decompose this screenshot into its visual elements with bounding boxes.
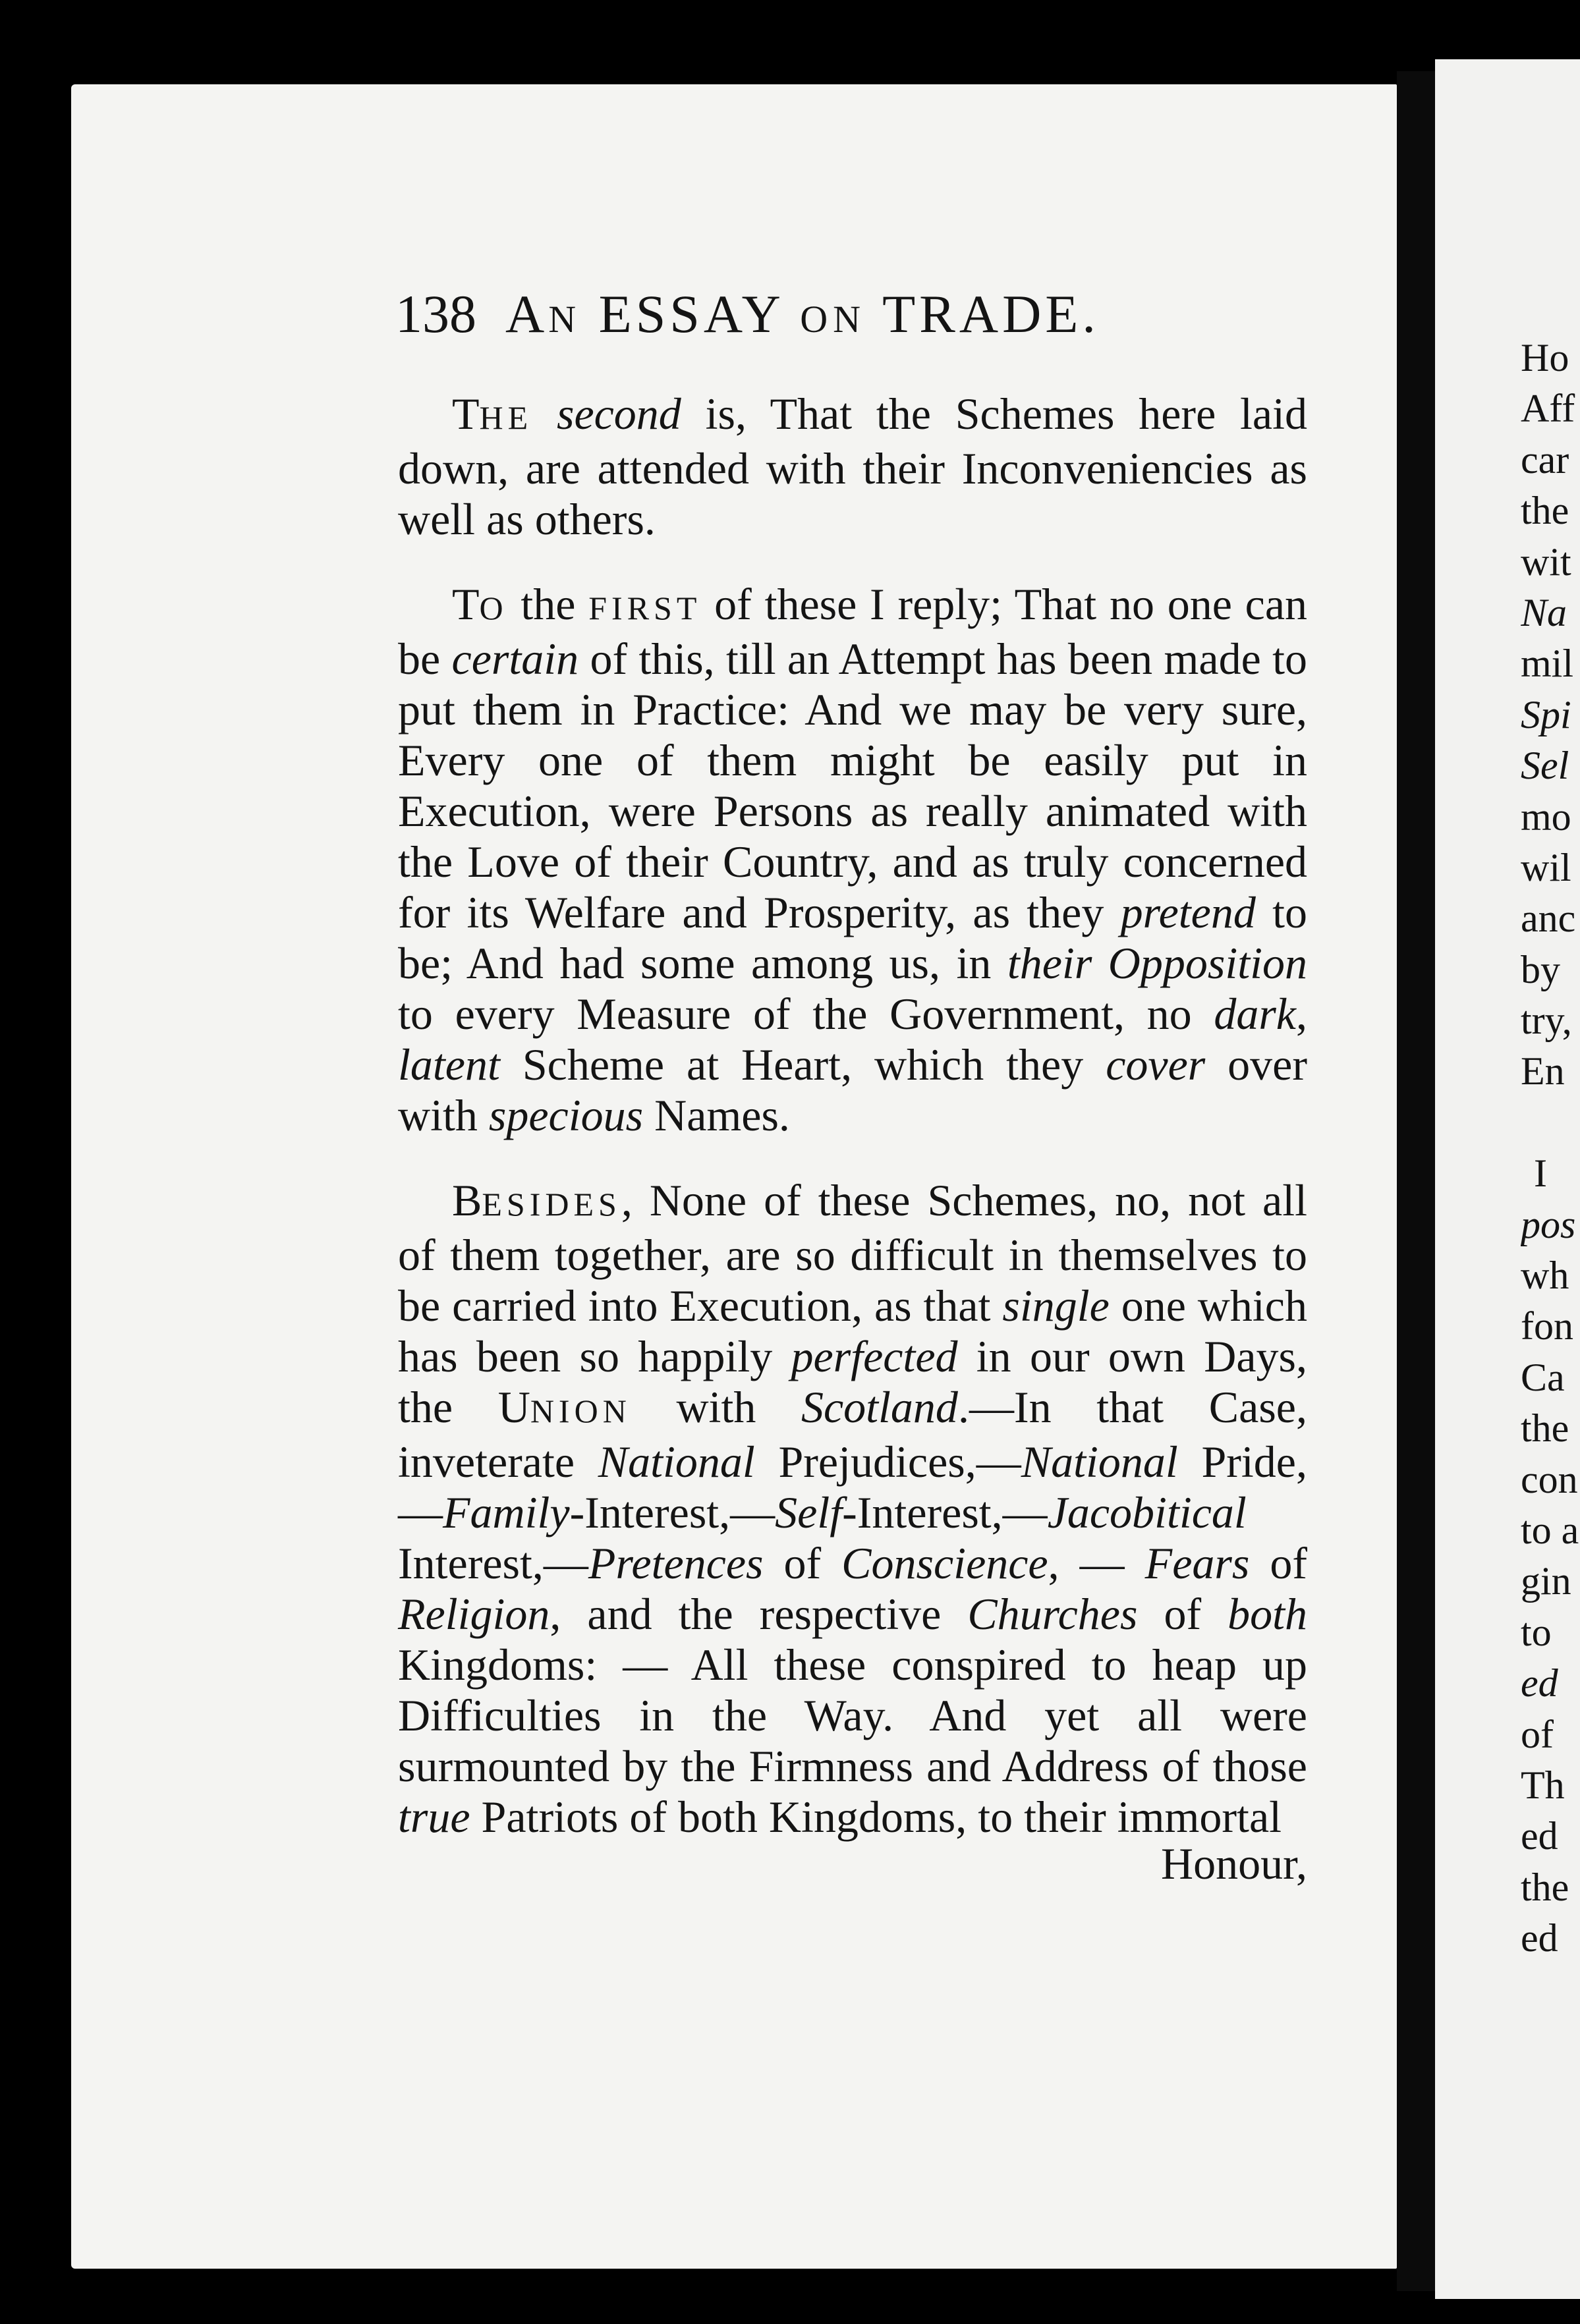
facing-line: the (1521, 1865, 1569, 1909)
title-a-smallcaps: N (548, 298, 582, 341)
italic-word: Family (443, 1487, 570, 1537)
lead-smallcaps: HE (479, 399, 533, 436)
facing-line: car (1521, 437, 1569, 482)
text-run: Patriots of both Kingdoms, to their immortal (470, 1792, 1282, 1842)
paragraph-gap (1521, 1097, 1580, 1148)
facing-line: by (1521, 947, 1560, 991)
facing-line: wil (1521, 845, 1571, 889)
facing-line: I (1534, 1151, 1547, 1196)
text-run: to be; And had some among us, in (398, 887, 1307, 988)
facing-line: ed (1521, 1814, 1558, 1858)
facing-line: anc (1521, 897, 1576, 941)
paragraph-text: is, That the Schemes here laid down, are attended with their Inconveniencies as well as others. (398, 389, 1307, 544)
union-smallcaps: NION (530, 1393, 631, 1429)
smallcaps-word: FIRST (588, 590, 702, 626)
page-body (398, 389, 1307, 1889)
facing-line: the (1521, 1406, 1569, 1451)
lead-smallcaps: ESIDES (482, 1186, 621, 1223)
text-run: .—In that Case, inveterate (398, 1382, 1307, 1487)
italic-word: Fears (1144, 1538, 1250, 1588)
text-run: , and the respective (550, 1589, 968, 1639)
paragraph-1 (398, 389, 1307, 545)
facing-line: Na (1521, 590, 1567, 634)
facing-line: wit (1521, 540, 1571, 584)
facing-line: fon (1521, 1304, 1573, 1348)
facing-line: Ho (1521, 336, 1569, 379)
running-header (395, 283, 1166, 345)
facing-line: to a (1521, 1508, 1579, 1552)
text-run: Interest,— (398, 1538, 588, 1588)
italic-word: dark (1214, 989, 1296, 1039)
facing-line: Th (1521, 1763, 1565, 1807)
union-initial: U (497, 1382, 530, 1432)
lead-letter: B (452, 1175, 482, 1225)
text-run: of (1137, 1589, 1228, 1639)
italic-word: certain (451, 634, 579, 684)
italic-word: National (598, 1437, 755, 1487)
facing-line: Sel (1521, 744, 1569, 788)
text-run: with (631, 1382, 801, 1432)
italic-word: latent (398, 1039, 500, 1090)
facing-line: Ca (1521, 1355, 1565, 1399)
italic-word: true (398, 1792, 470, 1842)
italic-word: single (1002, 1281, 1110, 1331)
text-run: of (763, 1538, 842, 1588)
text-run: , None of these Schemes, no, not all of them together, are so difficult in themselves to be carried into Execution, as that (398, 1175, 1307, 1331)
facing-line: gin (1521, 1559, 1571, 1603)
text-run: of these I reply; That no one can be (398, 579, 1308, 684)
italic-word: both (1227, 1589, 1307, 1639)
facing-line: En (1521, 1049, 1565, 1093)
italic-word: perfected (791, 1331, 958, 1381)
facing-line: Spi (1521, 692, 1571, 736)
title-trade: TRADE. (882, 284, 1100, 344)
italic-word: second (556, 389, 681, 439)
facing-line: pos (1521, 1202, 1576, 1246)
text-run: , (1296, 989, 1307, 1039)
text-run: to every Measure of the Government, no (398, 989, 1214, 1039)
facing-line: mo (1521, 794, 1571, 839)
italic-word: Churches (967, 1589, 1138, 1639)
page-number: 138 (395, 284, 476, 344)
lead-letter: T (452, 579, 480, 629)
italic-word: Self (775, 1487, 843, 1537)
paragraph-3 (398, 1175, 1307, 1842)
text-run: Scheme at Heart, which they (499, 1039, 1106, 1090)
lead-smallcaps: O (479, 590, 508, 626)
facing-line: ed (1521, 1916, 1558, 1960)
text-run: in our own Days, the (398, 1331, 1307, 1432)
text-run: of this, till an Attempt has been made to put them in Practice: And we may be very sure, Every one of them might be easily put in Execution, were Persons as really animated with the Love of their Country, and as truly concerned for its Welfare and Prosperity, as they (398, 634, 1307, 937)
facing-line: try, (1521, 999, 1572, 1043)
italic-word: National (1021, 1437, 1178, 1487)
facing-line: Aff (1521, 387, 1575, 431)
text-run: Names. (643, 1090, 790, 1140)
facing-line: wh (1521, 1254, 1569, 1298)
facing-line: to (1521, 1610, 1552, 1654)
text-run: the (507, 579, 589, 629)
facing-line: mil (1521, 642, 1574, 686)
title-a: A (505, 284, 549, 344)
text-run: Pride,— (398, 1437, 1307, 1537)
facing-line: of (1521, 1712, 1554, 1756)
italic-word: Religion (398, 1589, 550, 1639)
text-run: of (1249, 1538, 1307, 1588)
italic-word: Pretences (588, 1538, 764, 1588)
text-run: one which has been so happily (398, 1281, 1307, 1381)
facing-page-text (1521, 333, 1580, 1964)
text-run: Kingdoms: — All these conspired to heap up Difficulties in the Way. And yet all were surmounted by the Firmness and Address of those (398, 1640, 1307, 1791)
text-run: -Interest,— (569, 1487, 776, 1537)
facing-line: ed (1521, 1661, 1558, 1705)
title-essay: ESSAY (598, 284, 783, 344)
text-run: Prejudices,— (754, 1437, 1021, 1487)
paragraph-2 (398, 579, 1307, 1141)
lead-letter: T (452, 389, 480, 439)
text-run: over with (398, 1039, 1308, 1140)
text-run: -Interest,— (842, 1487, 1048, 1537)
catchword: Honour, (1160, 1839, 1307, 1889)
text-run: , — (1048, 1538, 1145, 1588)
italic-word: specious (488, 1090, 644, 1140)
italic-phrase: their Opposition (1007, 938, 1308, 988)
facing-line: con (1521, 1457, 1578, 1501)
italic-word: cover (1106, 1039, 1206, 1090)
italic-word: Scotland (801, 1382, 958, 1432)
title-on: ON (800, 298, 866, 341)
italic-word: pretend (1120, 887, 1256, 937)
facing-line: the (1521, 489, 1569, 533)
book-gutter (1397, 71, 1435, 2291)
italic-word: Conscience (841, 1538, 1048, 1588)
italic-word: Jacobitical (1047, 1487, 1247, 1537)
